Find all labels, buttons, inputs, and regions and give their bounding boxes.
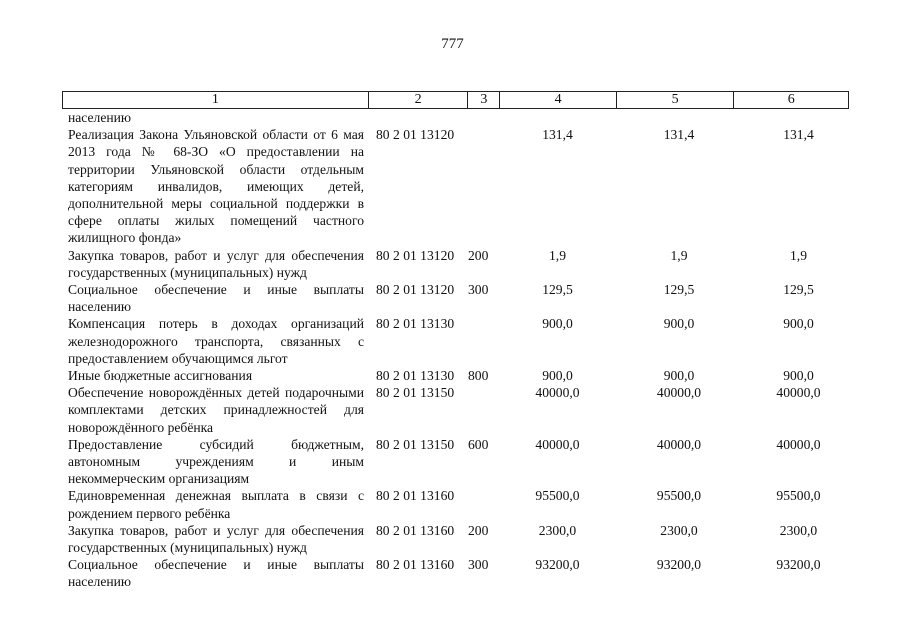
row-description: Реализация Закона Ульяновской области от 6 мая 2013 года № 68-ЗО «О предоставлении на территории Ульяновской области отдельным категориям инвалидов, имеющих детей, дополнительной меры социальной поддержки в сфере оплаты жилых помещений частного жилищного фонда»: [68, 127, 364, 246]
row-value-col6: 900,0: [783, 368, 814, 384]
row-value-col6: 2300,0: [779, 522, 818, 538]
table-row: [62, 556, 849, 590]
row-code: 80 2 01 13120: [376, 127, 455, 143]
table-row: [62, 315, 849, 367]
row-code: 80 2 01 13150: [376, 385, 455, 401]
table-row: [62, 522, 849, 556]
column-header-2: 2: [368, 92, 468, 109]
row-value-col4: 900,0: [542, 368, 573, 384]
row-value-col6: 40000,0: [776, 436, 821, 452]
table-row: [62, 281, 849, 315]
budget-rows: [62, 109, 849, 591]
column-header-4: 4: [500, 92, 617, 109]
row-description: населению: [68, 110, 132, 125]
row-value-col4: 95500,0: [535, 488, 580, 504]
column-header-3: 3: [468, 92, 500, 109]
row-description: Закупка товаров, работ и услуг для обеспечения государственных (муниципальных) нужд: [68, 522, 364, 556]
row-code: 80 2 01 13120: [376, 247, 455, 263]
row-code: 80 2 01 13160: [376, 557, 455, 573]
table-row: [62, 487, 849, 521]
row-value-col5: 1,9: [670, 247, 688, 263]
table-row: [62, 126, 849, 246]
row-code: 80 2 01 13130: [376, 316, 455, 332]
column-header-1: 1: [63, 92, 369, 109]
row-value-col5: 93200,0: [656, 557, 702, 573]
row-value-col6: 93200,0: [776, 557, 821, 573]
table-row: [62, 109, 849, 126]
row-value-col5: 131,4: [663, 127, 695, 143]
row-code: 80 2 01 13160: [376, 522, 455, 538]
row-value-col5: 2300,0: [660, 522, 698, 538]
row-type: 800: [468, 368, 489, 384]
row-code: 80 2 01 13160: [376, 488, 455, 504]
row-value-col5: 900,0: [663, 368, 695, 384]
table-row: [62, 436, 849, 488]
row-value-col4: 40000,0: [535, 385, 580, 401]
row-code: 80 2 01 13130: [376, 368, 455, 384]
table-row: [62, 247, 849, 281]
table-row: [62, 384, 849, 436]
row-description: Предоставление субсидий бюджетным, автономным учреждениям и иным некоммерческим организациям: [68, 436, 364, 487]
row-code: 80 2 01 13120: [376, 282, 455, 298]
row-value-col4: 131,4: [542, 127, 573, 143]
row-value-col6: 900,0: [783, 316, 814, 332]
row-value-col6: 129,5: [783, 282, 814, 298]
row-value-col5: 40000,0: [656, 436, 702, 452]
row-value-col6: 131,4: [783, 127, 814, 143]
table-row: [62, 367, 849, 384]
row-description: Иные бюджетные ассигнования: [68, 368, 253, 384]
page-number: 777: [441, 36, 464, 52]
column-header-row: [63, 92, 849, 109]
column-header-table: [62, 91, 849, 109]
row-value-col6: 1,9: [790, 247, 807, 263]
row-description: Обеспечение новорождённых детей подарочными комплектами детских принадлежностей для новорождённого ребёнка: [68, 385, 364, 435]
row-value-col4: 900,0: [542, 316, 573, 332]
row-type: 300: [468, 557, 489, 573]
row-value-col4: 129,5: [542, 282, 573, 298]
row-description: Единовременная денежная выплата в связи с рождением первого ребёнка: [68, 488, 364, 521]
column-header-6: 6: [734, 92, 849, 109]
row-description: Компенсация потерь в доходах организаций железнодорожного транспорта, связанных с предоставлением обучающимся льгот: [68, 316, 364, 366]
row-description: Социальное обеспечение и иные выплаты населению: [68, 282, 364, 315]
row-value-col4: 93200,0: [535, 557, 580, 573]
row-type: 600: [468, 436, 489, 452]
row-code: 80 2 01 13150: [376, 436, 455, 452]
row-value-col5: 900,0: [663, 316, 695, 332]
row-type: 200: [468, 522, 489, 538]
row-type: 200: [468, 247, 489, 263]
row-value-col5: 95500,0: [656, 488, 702, 504]
row-value-col5: 40000,0: [656, 385, 702, 401]
row-value-col4: 1,9: [549, 247, 566, 263]
row-value-col4: 2300,0: [538, 522, 577, 538]
row-value-col5: 129,5: [663, 282, 695, 298]
row-value-col6: 95500,0: [776, 488, 821, 504]
column-header-5: 5: [616, 92, 734, 109]
row-value-col4: 40000,0: [535, 436, 580, 452]
row-type: 300: [468, 282, 489, 298]
row-description: Закупка товаров, работ и услуг для обеспечения государственных (муниципальных) нужд: [68, 247, 364, 280]
row-value-col6: 40000,0: [776, 385, 821, 401]
row-description: Социальное обеспечение и иные выплаты населению: [68, 557, 364, 590]
